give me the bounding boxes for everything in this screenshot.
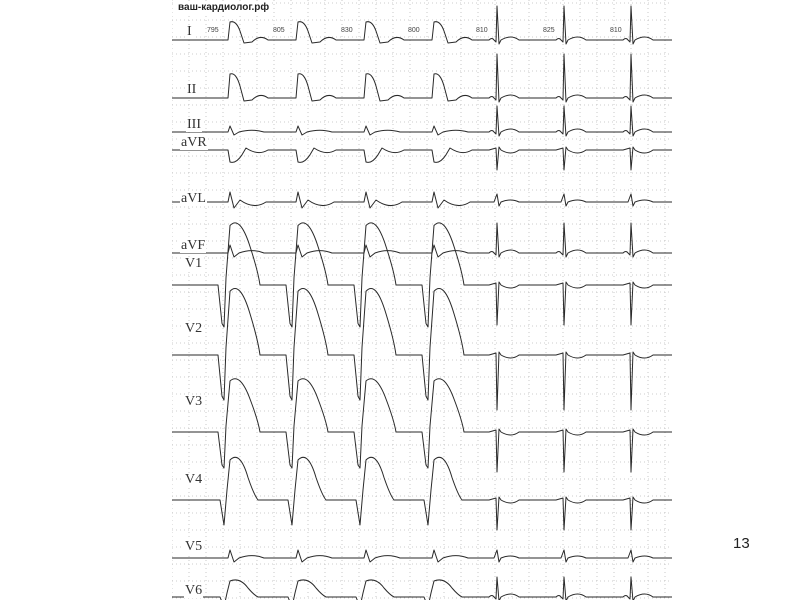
lead-label-iii: III	[187, 117, 201, 132]
lead-label-avf: aVF	[181, 238, 206, 253]
lead-label-avr: aVR	[181, 135, 207, 150]
ecg-strip	[172, 0, 672, 600]
lead-label-i: I	[187, 24, 192, 39]
source-watermark: ваш-кардиолог.рф	[178, 2, 270, 13]
lead-label-ii: II	[187, 82, 197, 97]
ecg-canvas	[172, 0, 672, 600]
lead-label-v1: V1	[185, 256, 203, 271]
lead-label-v6: V6	[185, 583, 203, 598]
rr-interval-label: 825	[543, 27, 555, 34]
ecg-grid	[172, 0, 672, 600]
page-number: 13	[733, 535, 750, 552]
rr-interval-label: 800	[408, 27, 420, 34]
ecg-trace-ii	[172, 54, 672, 102]
lead-label-v4: V4	[185, 472, 203, 487]
lead-label-v3: V3	[185, 394, 203, 409]
ecg-traces	[172, 6, 672, 600]
rr-interval-label: 810	[610, 27, 622, 34]
lead-label-avl: aVL	[181, 191, 206, 206]
ecg-trace-avr	[172, 147, 672, 170]
lead-label-v5: V5	[185, 539, 203, 554]
rr-interval-label: 795	[207, 27, 219, 34]
rr-interval-label: 810	[476, 27, 488, 34]
rr-interval-label: 830	[341, 27, 353, 34]
lead-label-v2: V2	[185, 321, 203, 336]
rr-interval-label: 805	[273, 27, 285, 34]
